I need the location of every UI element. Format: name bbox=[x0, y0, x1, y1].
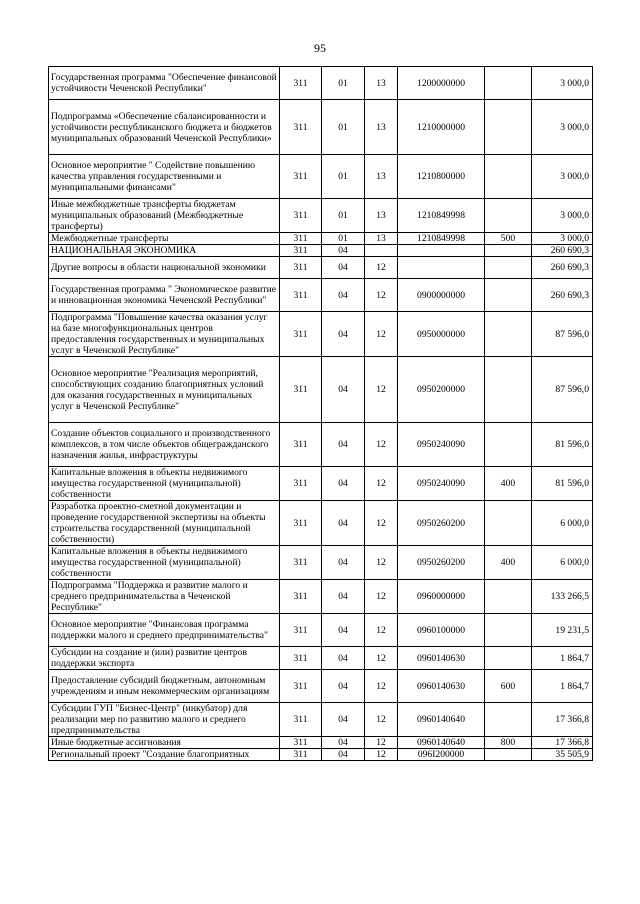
row-name: Подпрограмма "Поддержка и развитие малого и среднего предпринимательства в Чеченской Республике" bbox=[49, 580, 280, 614]
row-target-article: 0950240090 bbox=[398, 467, 485, 501]
row-gr-code: 311 bbox=[280, 737, 322, 749]
row-subsection-code: 12 bbox=[365, 647, 398, 670]
budget-table bbox=[48, 66, 593, 761]
row-name: Другие вопросы в области национальной экономики bbox=[49, 257, 280, 279]
row-subsection-code bbox=[365, 245, 398, 257]
row-section-code: 04 bbox=[322, 614, 365, 647]
row-target-article: 0950260200 bbox=[398, 546, 485, 580]
row-subsection-code: 12 bbox=[365, 257, 398, 279]
table-row bbox=[49, 737, 593, 749]
row-section-code: 04 bbox=[322, 245, 365, 257]
row-expense-type bbox=[485, 279, 532, 312]
row-amount: 87 596,0 bbox=[532, 357, 593, 423]
row-section-code: 04 bbox=[322, 647, 365, 670]
row-gr-code: 311 bbox=[280, 546, 322, 580]
row-name: Межбюджетные трансферты bbox=[49, 233, 280, 245]
row-expense-type bbox=[485, 245, 532, 257]
table-row bbox=[49, 749, 593, 761]
row-amount: 6 000,0 bbox=[532, 546, 593, 580]
row-name: Подпрограмма "Повышение качества оказания услуг на базе многофункциональных центров предоставления государственных и муниципальных услуг в Чеченской Республике" bbox=[49, 312, 280, 357]
row-section-code: 04 bbox=[322, 423, 365, 467]
row-target-article: 0950200000 bbox=[398, 357, 485, 423]
row-gr-code: 311 bbox=[280, 670, 322, 703]
row-section-code: 01 bbox=[322, 100, 365, 155]
table-row bbox=[49, 100, 593, 155]
table-row bbox=[49, 423, 593, 467]
row-gr-code: 311 bbox=[280, 703, 322, 737]
table-row bbox=[49, 647, 593, 670]
row-target-article: 0950240090 bbox=[398, 423, 485, 467]
budget-table-body bbox=[49, 67, 593, 761]
row-gr-code: 311 bbox=[280, 257, 322, 279]
row-expense-type: 400 bbox=[485, 546, 532, 580]
row-expense-type bbox=[485, 67, 532, 100]
row-section-code: 04 bbox=[322, 670, 365, 703]
row-gr-code: 311 bbox=[280, 580, 322, 614]
row-gr-code: 311 bbox=[280, 279, 322, 312]
row-expense-type bbox=[485, 647, 532, 670]
row-target-article: 1200000000 bbox=[398, 67, 485, 100]
row-amount: 19 231,5 bbox=[532, 614, 593, 647]
row-expense-type bbox=[485, 703, 532, 737]
table-row bbox=[49, 155, 593, 199]
row-section-code: 04 bbox=[322, 279, 365, 312]
row-subsection-code: 12 bbox=[365, 357, 398, 423]
row-amount: 3 000,0 bbox=[532, 100, 593, 155]
row-target-article: 096I200000 bbox=[398, 749, 485, 761]
row-name: Основное мероприятие "Реализация мероприятий, способствующих созданию благоприятных условий для оказания государственных и муниципальных услуг в Чеченской Республике" bbox=[49, 357, 280, 423]
row-name: Региональный проект "Создание благоприятных bbox=[49, 749, 280, 761]
table-row bbox=[49, 357, 593, 423]
row-expense-type: 500 bbox=[485, 233, 532, 245]
table-row bbox=[49, 467, 593, 501]
row-expense-type bbox=[485, 749, 532, 761]
row-gr-code: 311 bbox=[280, 199, 322, 233]
row-section-code: 04 bbox=[322, 312, 365, 357]
row-subsection-code: 12 bbox=[365, 467, 398, 501]
row-expense-type bbox=[485, 423, 532, 467]
row-name: Иные бюджетные ассигнования bbox=[49, 737, 280, 749]
table-row bbox=[49, 233, 593, 245]
row-name: Государственная программа " Экономическое развитие и инновационная экономика Чеченской Республики" bbox=[49, 279, 280, 312]
row-target-article bbox=[398, 245, 485, 257]
row-expense-type bbox=[485, 357, 532, 423]
row-subsection-code: 12 bbox=[365, 703, 398, 737]
row-name: Создание объектов социального и производственного комплексов, в том числе объектов общегражданского назначения жилья, инфраструктуры bbox=[49, 423, 280, 467]
row-section-code: 01 bbox=[322, 67, 365, 100]
table-row bbox=[49, 670, 593, 703]
table-row bbox=[49, 312, 593, 357]
row-amount: 17 366,8 bbox=[532, 703, 593, 737]
row-section-code: 04 bbox=[322, 357, 365, 423]
row-expense-type bbox=[485, 312, 532, 357]
row-subsection-code: 12 bbox=[365, 749, 398, 761]
row-name: Капитальные вложения в объекты недвижимого имущества государственной (муниципальной) собственности bbox=[49, 467, 280, 501]
row-subsection-code: 12 bbox=[365, 670, 398, 703]
row-subsection-code: 12 bbox=[365, 501, 398, 546]
row-amount: 3 000,0 bbox=[532, 233, 593, 245]
row-subsection-code: 12 bbox=[365, 614, 398, 647]
table-row bbox=[49, 67, 593, 100]
row-name: Предоставление субсидий бюджетным, автономным учреждениям и иным некоммерческим организациям bbox=[49, 670, 280, 703]
row-expense-type: 600 bbox=[485, 670, 532, 703]
row-expense-type: 800 bbox=[485, 737, 532, 749]
row-subsection-code: 12 bbox=[365, 546, 398, 580]
row-target-article: 0960140640 bbox=[398, 737, 485, 749]
row-amount: 1 864,7 bbox=[532, 670, 593, 703]
row-subsection-code: 13 bbox=[365, 155, 398, 199]
row-expense-type: 400 bbox=[485, 467, 532, 501]
row-expense-type bbox=[485, 614, 532, 647]
row-gr-code: 311 bbox=[280, 67, 322, 100]
table-row bbox=[49, 257, 593, 279]
row-subsection-code: 12 bbox=[365, 423, 398, 467]
table-row bbox=[49, 199, 593, 233]
row-gr-code: 311 bbox=[280, 155, 322, 199]
row-amount: 260 690,3 bbox=[532, 245, 593, 257]
row-section-code: 04 bbox=[322, 737, 365, 749]
row-name: Иные межбюджетные трансферты бюджетам муниципальных образований (Межбюджетные трансферты) bbox=[49, 199, 280, 233]
row-name: Подпрограмма «Обеспечение сбалансированности и устойчивости республиканского бюджета и бюджетов муниципальных образований Чеченской Республики» bbox=[49, 100, 280, 155]
row-section-code: 04 bbox=[322, 546, 365, 580]
row-name: Основное мероприятие "Финансовая программа поддержки малого и среднего предпринимательства" bbox=[49, 614, 280, 647]
row-amount: 35 505,9 bbox=[532, 749, 593, 761]
row-target-article: 0950260200 bbox=[398, 501, 485, 546]
row-target-article: 1210000000 bbox=[398, 100, 485, 155]
row-gr-code: 311 bbox=[280, 233, 322, 245]
table-row bbox=[49, 580, 593, 614]
row-expense-type bbox=[485, 501, 532, 546]
row-name: Субсидии ГУП "Бизнес-Центр" (инкубатор) для реализации мер по развитию малого и среднего предпринимательства bbox=[49, 703, 280, 737]
row-subsection-code: 13 bbox=[365, 67, 398, 100]
row-gr-code: 311 bbox=[280, 423, 322, 467]
row-amount: 3 000,0 bbox=[532, 155, 593, 199]
table-row bbox=[49, 546, 593, 580]
table-row bbox=[49, 703, 593, 737]
row-amount: 81 596,0 bbox=[532, 467, 593, 501]
row-subsection-code: 13 bbox=[365, 199, 398, 233]
row-gr-code: 311 bbox=[280, 312, 322, 357]
row-subsection-code: 12 bbox=[365, 279, 398, 312]
row-target-article: 1210800000 bbox=[398, 155, 485, 199]
row-expense-type bbox=[485, 257, 532, 279]
row-target-article: 1210849998 bbox=[398, 199, 485, 233]
row-name: НАЦИОНАЛЬНАЯ ЭКОНОМИКА bbox=[49, 245, 280, 257]
row-gr-code: 311 bbox=[280, 100, 322, 155]
row-gr-code: 311 bbox=[280, 501, 322, 546]
row-gr-code: 311 bbox=[280, 647, 322, 670]
row-name: Капитальные вложения в объекты недвижимого имущества государственной (муниципальной) собственности bbox=[49, 546, 280, 580]
row-expense-type bbox=[485, 100, 532, 155]
row-subsection-code: 12 bbox=[365, 580, 398, 614]
row-name: Субсидии на создание и (или) развитие центров поддержки экспорта bbox=[49, 647, 280, 670]
table-row bbox=[49, 614, 593, 647]
row-gr-code: 311 bbox=[280, 357, 322, 423]
row-section-code: 04 bbox=[322, 749, 365, 761]
table-row bbox=[49, 501, 593, 546]
row-section-code: 01 bbox=[322, 155, 365, 199]
row-amount: 260 690,3 bbox=[532, 257, 593, 279]
row-section-code: 04 bbox=[322, 467, 365, 501]
row-subsection-code: 12 bbox=[365, 312, 398, 357]
row-section-code: 01 bbox=[322, 233, 365, 245]
row-target-article: 0950000000 bbox=[398, 312, 485, 357]
row-target-article: 0960140640 bbox=[398, 703, 485, 737]
row-target-article: 0900000000 bbox=[398, 279, 485, 312]
row-section-code: 01 bbox=[322, 199, 365, 233]
row-amount: 87 596,0 bbox=[532, 312, 593, 357]
row-amount: 3 000,0 bbox=[532, 199, 593, 233]
row-target-article: 0960140630 bbox=[398, 670, 485, 703]
row-section-code: 04 bbox=[322, 501, 365, 546]
row-gr-code: 311 bbox=[280, 749, 322, 761]
row-section-code: 04 bbox=[322, 580, 365, 614]
row-expense-type bbox=[485, 199, 532, 233]
table-row bbox=[49, 245, 593, 257]
row-name: Разработка проектно-сметной документации и проведение государственной экспертизы на объекты строительства государственной (муниципальной собственности) bbox=[49, 501, 280, 546]
row-amount: 133 266,5 bbox=[532, 580, 593, 614]
row-expense-type bbox=[485, 580, 532, 614]
table-row bbox=[49, 279, 593, 312]
row-target-article: 0960140630 bbox=[398, 647, 485, 670]
row-subsection-code: 12 bbox=[365, 737, 398, 749]
row-amount: 1 864,7 bbox=[532, 647, 593, 670]
row-amount: 6 000,0 bbox=[532, 501, 593, 546]
row-subsection-code: 13 bbox=[365, 100, 398, 155]
row-target-article: 0960000000 bbox=[398, 580, 485, 614]
row-name: Основное мероприятие " Содействие повышению качества управления государственными и муниципальными финансами" bbox=[49, 155, 280, 199]
row-section-code: 04 bbox=[322, 257, 365, 279]
row-target-article: 1210849998 bbox=[398, 233, 485, 245]
row-name: Государственная программа "Обеспечение финансовой устойчивости Чеченской Республики" bbox=[49, 67, 280, 100]
row-target-article bbox=[398, 257, 485, 279]
row-target-article: 0960100000 bbox=[398, 614, 485, 647]
row-gr-code: 311 bbox=[280, 245, 322, 257]
row-amount: 260 690,3 bbox=[532, 279, 593, 312]
row-section-code: 04 bbox=[322, 703, 365, 737]
row-gr-code: 311 bbox=[280, 467, 322, 501]
page-number: 95 bbox=[314, 41, 326, 55]
row-amount: 17 366,8 bbox=[532, 737, 593, 749]
row-subsection-code: 13 bbox=[365, 233, 398, 245]
row-amount: 3 000,0 bbox=[532, 67, 593, 100]
row-gr-code: 311 bbox=[280, 614, 322, 647]
row-expense-type bbox=[485, 155, 532, 199]
row-amount: 81 596,0 bbox=[532, 423, 593, 467]
